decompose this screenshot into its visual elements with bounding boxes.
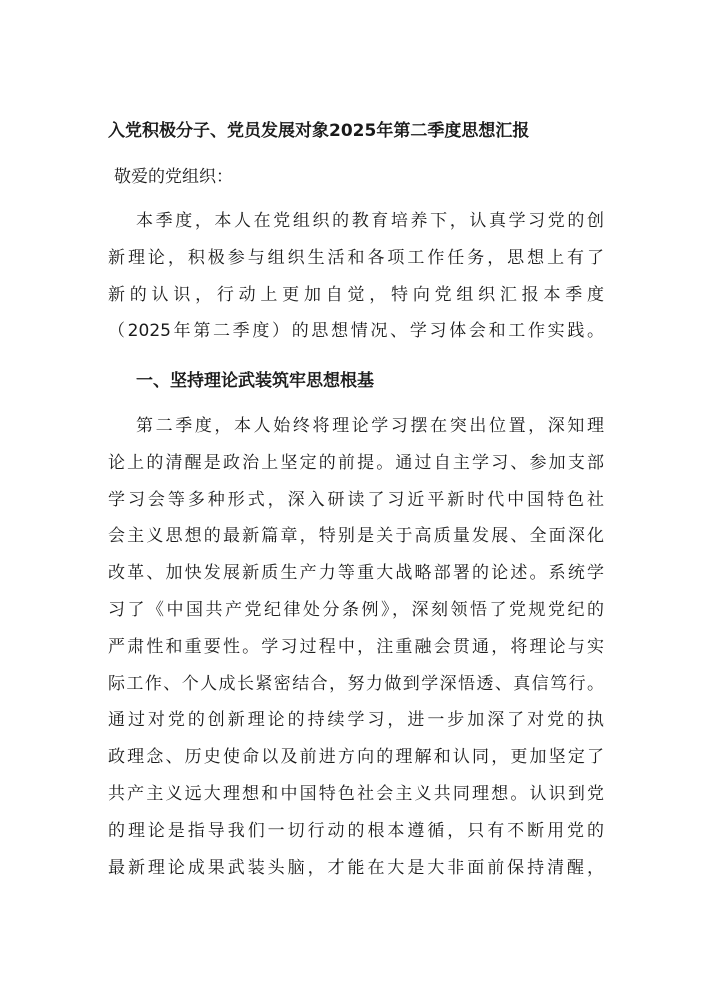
paragraph-line: 共产主义远大理想和中国特色社会主义共同理想。认识到党 <box>108 783 604 804</box>
paragraph-line: （2025年第二季度）的思想情况、学习体会和工作实践。 <box>108 321 604 342</box>
document-title: 入党积极分子、党员发展对象2025年第二季度思想汇报 <box>108 121 530 141</box>
paragraph-line: 第二季度，本人始终将理论学习摆在突出位置，深知理 <box>136 416 604 436</box>
paragraph-line: 最新理论成果武装头脑，才能在大是大非面前保持清醒， <box>108 857 604 878</box>
salutation: 敬爱的党组织： <box>114 167 233 187</box>
paragraph-line: 际工作、个人成长紧密结合，努力做到学深悟透、真信笃行。 <box>108 673 604 694</box>
paragraph-line: 通过对党的创新理论的持续学习，进一步加深了对党的执 <box>108 710 604 731</box>
paragraph-line: 严肃性和重要性。学习过程中，注重融会贯通，将理论与实 <box>108 636 604 657</box>
paragraph-line: 本季度，本人在党组织的教育培养下，认真学习党的创 <box>136 211 604 231</box>
paragraph-line: 会主义思想的最新篇章，特别是关于高质量发展、全面深化 <box>108 526 604 547</box>
paragraph-line: 新的认识，行动上更加自觉，特向党组织汇报本季度 <box>108 284 604 305</box>
paragraph-line: 论上的清醒是政治上坚定的前提。通过自主学习、参加支部 <box>108 452 604 473</box>
paragraph-line: 新理论，积极参与组织生活和各项工作任务，思想上有了 <box>108 247 604 268</box>
paragraph-line: 的理论是指导我们一切行动的根本遵循，只有不断用党的 <box>108 820 604 841</box>
section-heading: 一、坚持理论武装筑牢思想根基 <box>136 371 374 391</box>
paragraph-line: 学习会等多种形式，深入研读了习近平新时代中国特色社 <box>108 489 604 510</box>
section-1-paragraph <box>108 408 604 886</box>
paragraph-line: 改革、加快发展新质生产力等重大战略部署的论述。系统学 <box>108 563 604 584</box>
paragraph-line: 习了《中国共产党纪律处分条例》，深刻领悟了党规党纪的 <box>108 599 604 620</box>
paragraph-line: 政理念、历史使命以及前进方向的理解和认同，更加坚定了 <box>108 747 604 768</box>
intro-paragraph <box>108 203 604 350</box>
